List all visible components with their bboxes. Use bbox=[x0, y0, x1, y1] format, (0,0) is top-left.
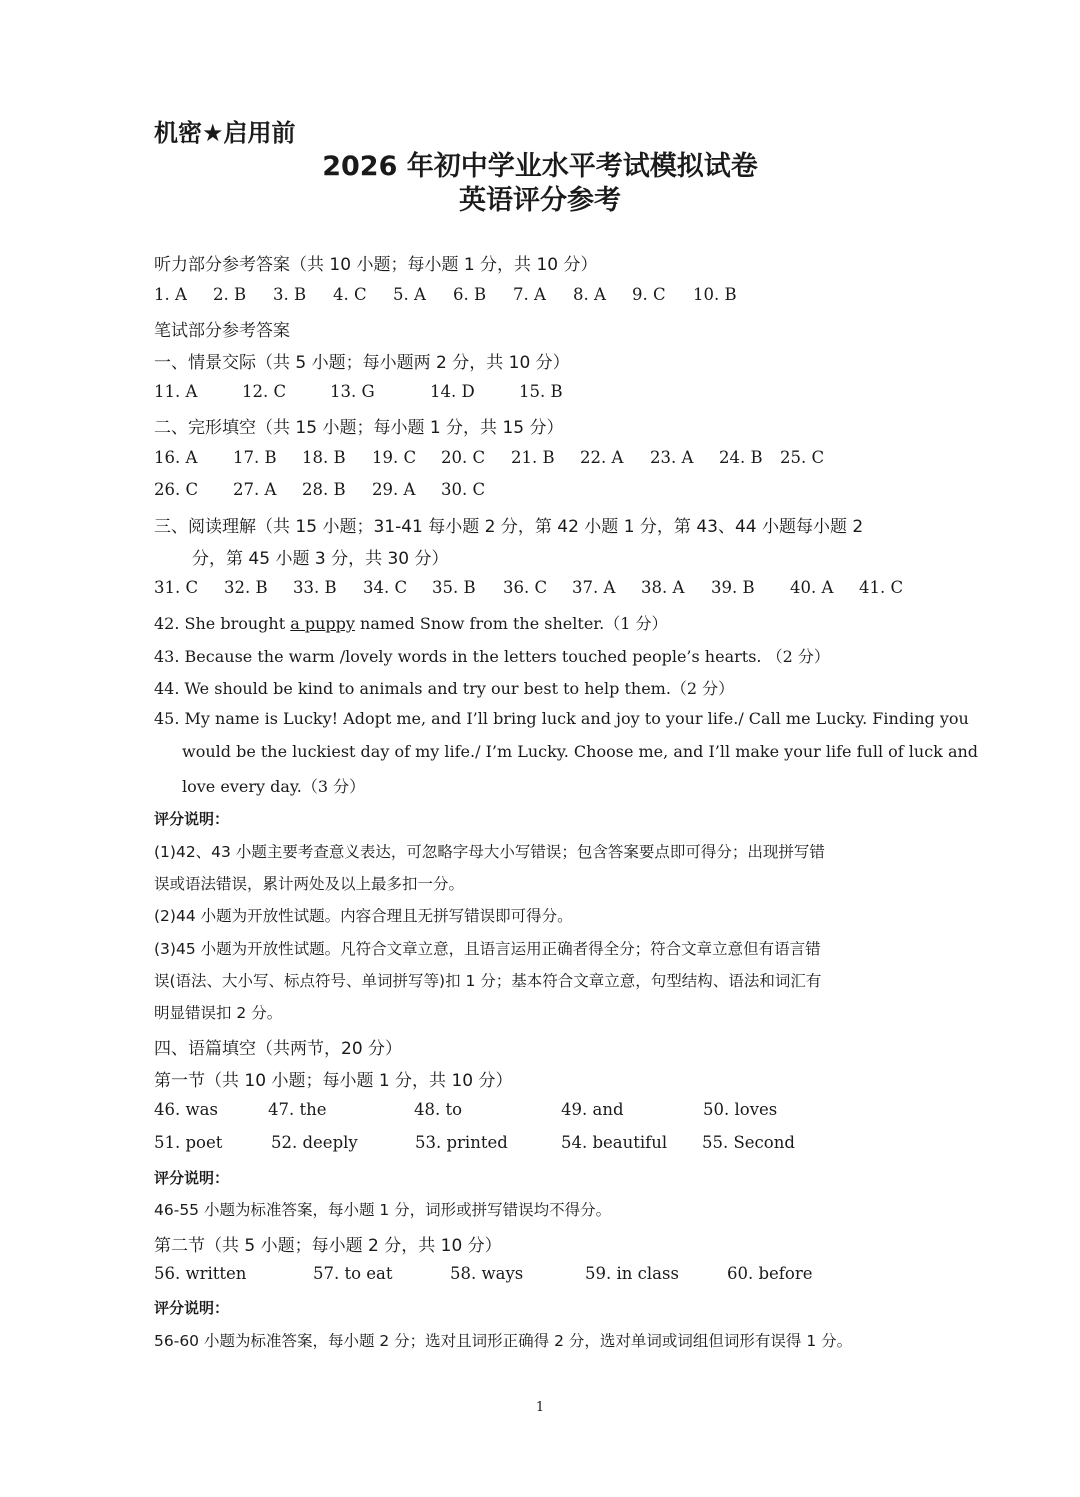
answer-item: 16. A bbox=[154, 448, 198, 467]
answer-q45-end: love every day.（3 分） bbox=[182, 777, 366, 796]
answer-item: 11. A bbox=[154, 382, 198, 401]
answer-item: 60. before bbox=[727, 1264, 813, 1283]
answer-item: 15. B bbox=[519, 382, 563, 401]
answer-q45: 45. My name is Lucky! Adopt me, and I’ll bring luck and joy to your life./ Call me Lucky. Finding you bbox=[154, 709, 969, 728]
section1-note: 46-55 小题为标准答案，每小题 1 分，词形或拼写错误均不得分。 bbox=[154, 1201, 612, 1219]
answer-item: 39. B bbox=[711, 578, 755, 597]
answer-item: 12. C bbox=[242, 382, 287, 401]
answer-item: 36. C bbox=[503, 578, 548, 597]
part4-section2-heading: 第二节（共 5 小题；每小题 2 分，共 10 分） bbox=[154, 1236, 502, 1256]
answer-item: 17. B bbox=[233, 448, 277, 467]
answer-item: 46. was bbox=[154, 1100, 218, 1119]
section1-notes-heading: 评分说明： bbox=[154, 1169, 230, 1187]
answer-item: 23. A bbox=[650, 448, 694, 467]
written-heading: 笔试部分参考答案 bbox=[154, 321, 290, 341]
q42-text: 42. She brought bbox=[154, 614, 291, 633]
part4-section1-heading: 第一节（共 10 小题；每小题 1 分，共 10 分） bbox=[154, 1071, 513, 1091]
part2-heading: 二、完形填空（共 15 小题；每小题 1 分，共 15 分） bbox=[154, 418, 564, 438]
answer-q44: 44. We should be kind to animals and try our best to help them.（2 分） bbox=[154, 679, 735, 698]
answer-item: 59. in class bbox=[585, 1264, 679, 1283]
answer-item: 5. A bbox=[393, 285, 426, 304]
answer-q43: 43. Because the warm /lovely words in the letters touched people’s hearts. （2 分） bbox=[154, 647, 830, 666]
section2-note: 56-60 小题为标准答案，每小题 2 分；选对且词形正确得 2 分，选对单词或词组但词形有误得 1 分。 bbox=[154, 1332, 853, 1350]
answer-item: 4. C bbox=[333, 285, 367, 304]
scoring-note-2: (2)44 小题为开放性试题。内容合理且无拼写错误即可得分。 bbox=[154, 907, 573, 925]
scoring-note-1-cont: 误或语法错误，累计两处及以上最多扣一分。 bbox=[154, 875, 465, 893]
scoring-note-3: (3)45 小题为开放性试题。凡符合文章立意，且语言运用正确者得全分；符合文章立意但有语言错 bbox=[154, 940, 821, 958]
answer-item: 1. A bbox=[154, 285, 187, 304]
scoring-note-3-end: 明显错误扣 2 分。 bbox=[154, 1004, 283, 1022]
page-number: 1 bbox=[535, 1400, 545, 1415]
answer-item: 49. and bbox=[561, 1100, 624, 1119]
answer-item: 53. printed bbox=[415, 1133, 508, 1152]
answer-item: 31. C bbox=[154, 578, 199, 597]
answer-item: 58. ways bbox=[450, 1264, 524, 1283]
answer-item: 29. A bbox=[372, 480, 416, 499]
part4-heading: 四、语篇填空（共两节，20 分） bbox=[154, 1039, 403, 1059]
answer-item: 37. A bbox=[572, 578, 616, 597]
exam-subtitle: 英语评分参考 bbox=[459, 185, 621, 216]
answer-item: 2. B bbox=[213, 285, 247, 304]
answer-item: 20. C bbox=[441, 448, 486, 467]
answer-item: 55. Second bbox=[702, 1133, 795, 1152]
scoring-notes-heading: 评分说明： bbox=[154, 810, 230, 828]
answer-q42 bbox=[154, 611, 668, 634]
answer-item: 28. B bbox=[302, 480, 346, 499]
answer-item: 56. written bbox=[154, 1264, 247, 1283]
answer-q45-cont: would be the luckiest day of my life./ I’m Lucky. Choose me, and I’ll make your life full of luck and bbox=[182, 742, 979, 761]
answer-item: 30. C bbox=[441, 480, 486, 499]
answer-item: 38. A bbox=[641, 578, 685, 597]
answer-item: 18. B bbox=[302, 448, 346, 467]
scoring-note-3-cont: 误(语法、大小写、标点符号、单词拼写等)扣 1 分；基本符合文章立意，句型结构、语法和词汇有 bbox=[154, 972, 822, 990]
answer-item: 3. B bbox=[273, 285, 307, 304]
answer-item: 33. B bbox=[293, 578, 337, 597]
answer-item: 48. to bbox=[414, 1100, 463, 1119]
scoring-note-1: (1)42、43 小题主要考查意义表达，可忽略字母大小写错误；包含答案要点即可得分；出现拼写错 bbox=[154, 843, 825, 861]
answer-item: 6. B bbox=[453, 285, 487, 304]
answer-item: 14. D bbox=[430, 382, 475, 401]
answer-item: 10. B bbox=[693, 285, 737, 304]
answer-item: 9. C bbox=[632, 285, 666, 304]
answer-item: 35. B bbox=[432, 578, 476, 597]
answer-item: 19. C bbox=[372, 448, 417, 467]
answer-item: 25. C bbox=[780, 448, 825, 467]
q42-text-end: named Snow from the shelter.（1 分） bbox=[354, 614, 668, 633]
answer-item: 8. A bbox=[573, 285, 606, 304]
answer-item: 50. loves bbox=[703, 1100, 778, 1119]
answer-item: 32. B bbox=[224, 578, 268, 597]
answer-item: 27. A bbox=[233, 480, 277, 499]
answer-item: 13. G bbox=[330, 382, 375, 401]
answer-item: 21. B bbox=[511, 448, 555, 467]
answer-item: 22. A bbox=[580, 448, 624, 467]
listening-heading: 听力部分参考答案（共 10 小题；每小题 1 分，共 10 分） bbox=[154, 255, 598, 275]
section2-notes-heading: 评分说明： bbox=[154, 1299, 230, 1317]
answer-item: 52. deeply bbox=[271, 1133, 358, 1152]
answer-item: 40. A bbox=[790, 578, 834, 597]
answer-item: 7. A bbox=[513, 285, 546, 304]
answer-item: 54. beautiful bbox=[561, 1133, 668, 1152]
answer-item: 47. the bbox=[268, 1100, 327, 1119]
answer-item: 51. poet bbox=[154, 1133, 223, 1152]
exam-title: 2026 年初中学业水平考试模拟试卷 bbox=[322, 151, 758, 182]
confidential-label: 机密★启用前 bbox=[154, 119, 296, 147]
answer-item: 41. C bbox=[859, 578, 904, 597]
answer-item: 26. C bbox=[154, 480, 199, 499]
answer-item: 34. C bbox=[363, 578, 408, 597]
q42-key-phrase: a puppy bbox=[290, 614, 355, 633]
answer-item: 57. to eat bbox=[313, 1264, 393, 1283]
part1-heading: 一、情景交际（共 5 小题；每小题两 2 分，共 10 分） bbox=[154, 353, 570, 373]
part3-heading-cont: 分，第 45 小题 3 分，共 30 分） bbox=[192, 549, 449, 569]
answer-item: 24. B bbox=[719, 448, 763, 467]
part3-heading: 三、阅读理解（共 15 小题；31-41 每小题 2 分，第 42 小题 1 分，第 43、44 小题每小题 2 bbox=[154, 517, 864, 537]
